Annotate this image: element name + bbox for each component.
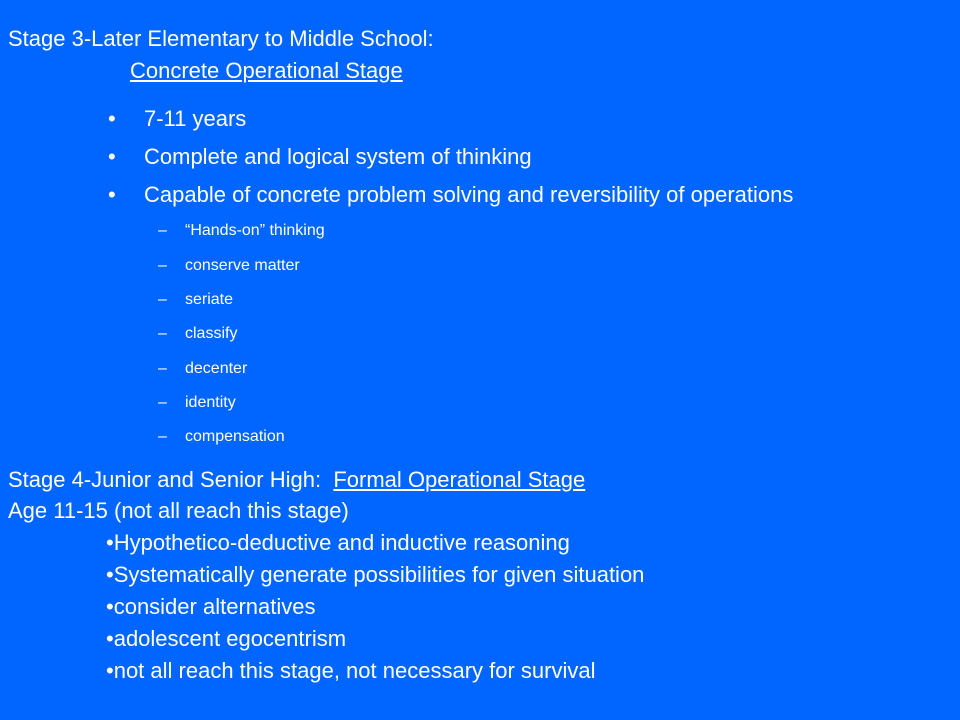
stage3-bullet [108,182,793,208]
stage3-sub-item [158,256,300,276]
sub-item-text: conserve matter [185,257,300,274]
stage4-bullet: •not all reach this stage, not necessary for survival [106,658,596,683]
dash-symbol: – [158,325,167,342]
sub-item-text: seriate [185,291,234,308]
stage3-sub-item [158,359,247,379]
stage4-age: Age 11-15 (not all reach this stage) [8,498,349,523]
bullet-text: Capable of concrete problem solving and reversibility of operations [144,182,794,207]
stage3-sub-item [158,290,233,310]
stage3-sub-item [158,324,237,344]
bullet-text: 7-11 years [144,106,247,131]
stage3-title: Stage 3-Later Elementary to Middle School: [8,26,434,51]
bullet-text: Complete and logical system of thinking [144,144,532,169]
dash-symbol: – [158,394,167,411]
stage3-bullet [108,144,532,170]
sub-item-text: “Hands-on” thinking [185,222,325,239]
bullet-symbol: • [108,144,116,169]
stage3-subtitle: Concrete Operational Stage [130,58,403,83]
stage4-title-prefix: Stage 4-Junior and Senior High: [8,467,322,492]
sub-item-text: classify [185,325,238,342]
bullet-symbol: • [108,106,116,131]
stage3-bullet [108,106,246,132]
stage4-bullet: •adolescent egocentrism [106,626,347,651]
sub-item-text: identity [185,394,236,411]
stage4-title [8,467,585,493]
dash-symbol: – [158,257,167,274]
stage4-bullet: •Systematically generate possibilities for given situation [106,562,645,587]
stage3-sub-item [158,221,325,241]
dash-symbol: – [158,222,167,239]
dash-symbol: – [158,291,167,308]
stage4-bullet: •Hypothetico-deductive and inductive reasoning [106,530,570,555]
sub-item-text: compensation [185,428,285,445]
sub-item-text: decenter [185,360,248,377]
stage3-sub-item [158,393,236,413]
stage4-title-underlined: Formal Operational Stage [333,467,586,492]
dash-symbol: – [158,360,167,377]
bullet-symbol: • [108,182,116,207]
dash-symbol: – [158,428,167,445]
stage3-sub-item [158,427,285,447]
stage4-bullet: •consider alternatives [106,594,316,619]
